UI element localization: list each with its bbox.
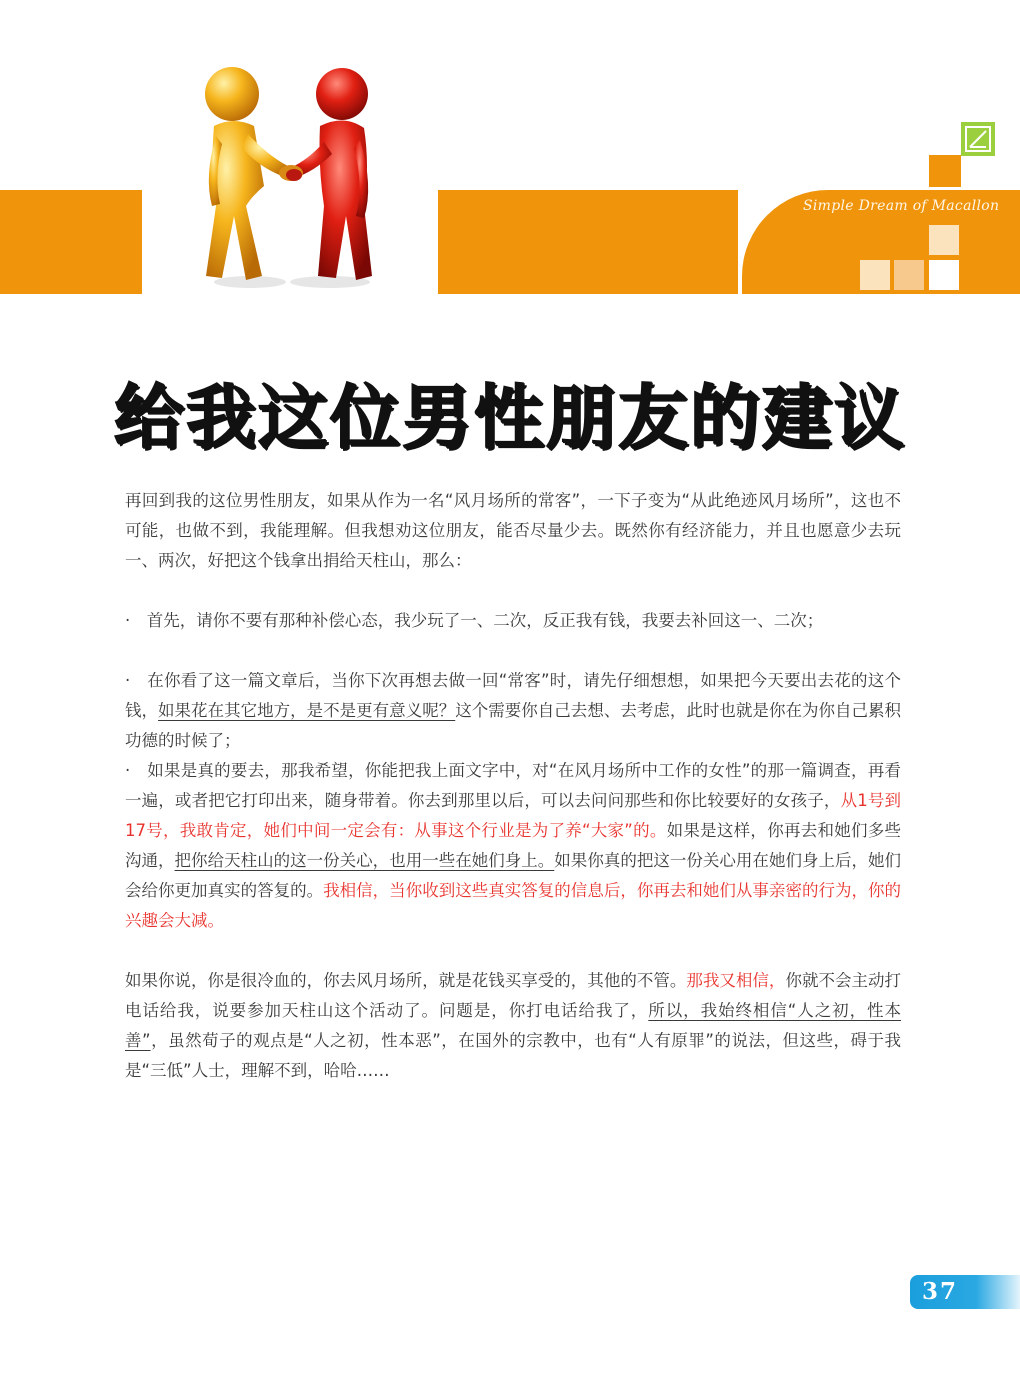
bullet-text: 如果是这样，你再去和她们多些沟通， — [125, 821, 902, 870]
bullet-item — [125, 756, 901, 936]
bullet-text: 这个需要你自己去想、去考虑，此时也就是你在为你自己累积功德的时候了； — [125, 701, 902, 750]
bullet-text: · 首先，请你不要有那种补偿心态，我少玩了一、二次，反正我有钱，我要去补回这一、二次； — [125, 611, 824, 630]
paragraph — [125, 966, 901, 1086]
page-title: 给我这位男性朋友的建议 — [114, 377, 906, 459]
paragraph-text: 再回到我的这位男性朋友，如果从作为一名“风月场所的常客”，一下子变为“从此绝迹风月场所”，这也不可能，也做不到，我能理解。但我想劝这位朋友，能否尽量少去。既然你有经济能力，并且也愿意少去玩一、两次，好把这个钱拿出捐给天柱山，那么： — [125, 491, 901, 570]
decor-square — [929, 260, 959, 290]
paragraph — [125, 486, 901, 576]
header-band-middle — [438, 190, 738, 294]
page-number: 37 — [922, 1278, 959, 1305]
paragraph-text: 你就不会主动打电话给我，说要参加天柱山这个活动了。问题是，你打电话给我了， — [125, 971, 902, 1020]
decor-square — [894, 260, 924, 290]
bullet-text: · 在你看了这一篇文章后，当你下次再想去做一回“常客”时，请先仔细想想，如果把今天要出去花的这个钱， — [125, 671, 901, 720]
header-tagline: Simple Dream of Macallon — [803, 198, 1000, 214]
bullet-text: 如果你真的把这一份关心用在她们身上后，她们会给你更加真实的答复的。 — [125, 851, 902, 900]
bullet-item — [125, 606, 901, 636]
bullet-item — [125, 666, 901, 756]
underlined-text: 把你给天柱山的这一份关心，也用一些在她们身上。 — [174, 851, 555, 870]
bullet-text: · 如果是真的要去，那我希望，你能把我上面文字中，对“在风月场所中工作的女性”的那一篇调查，再看一遍，或者把它打印出来，随身带着。你去到那里以后，可以去问问那些和你比较要好的女孩子， — [125, 761, 901, 810]
article-body — [125, 486, 901, 1086]
decor-square — [929, 225, 959, 255]
highlighted-text: 从1号到17号，我敢肯定，她们中间一定会有：从事这个行业是为了养“大家”的。 — [125, 791, 902, 840]
paragraph-text: ，虽然荀子的观点是“人之初，性本恶”，在国外的宗教中，也有“人有原罪”的说法，但这些，碍于我是“三低”人士，理解不到，哈哈…… — [125, 1031, 901, 1080]
header-band-left — [0, 190, 142, 294]
handshake-illustration — [152, 56, 420, 300]
chart-growth-icon — [961, 122, 995, 156]
highlighted-text: 那我又相信， — [686, 971, 786, 990]
decor-square — [860, 260, 890, 290]
highlighted-text: 我相信，当你收到这些真实答复的信息后，你再去和她们从事亲密的行为，你的兴趣会大减。 — [125, 881, 902, 930]
decor-square — [929, 155, 961, 187]
underlined-text: 如果花在其它地方，是不是更有意义呢？ — [158, 701, 456, 720]
page-number-tab — [910, 1275, 1020, 1309]
paragraph-text: 如果你说，你是很冷血的，你去风月场所，就是花钱买享受的，其他的不管。 — [125, 971, 687, 990]
underlined-text: 所以，我始终相信“人之初，性本善” — [125, 1001, 901, 1050]
